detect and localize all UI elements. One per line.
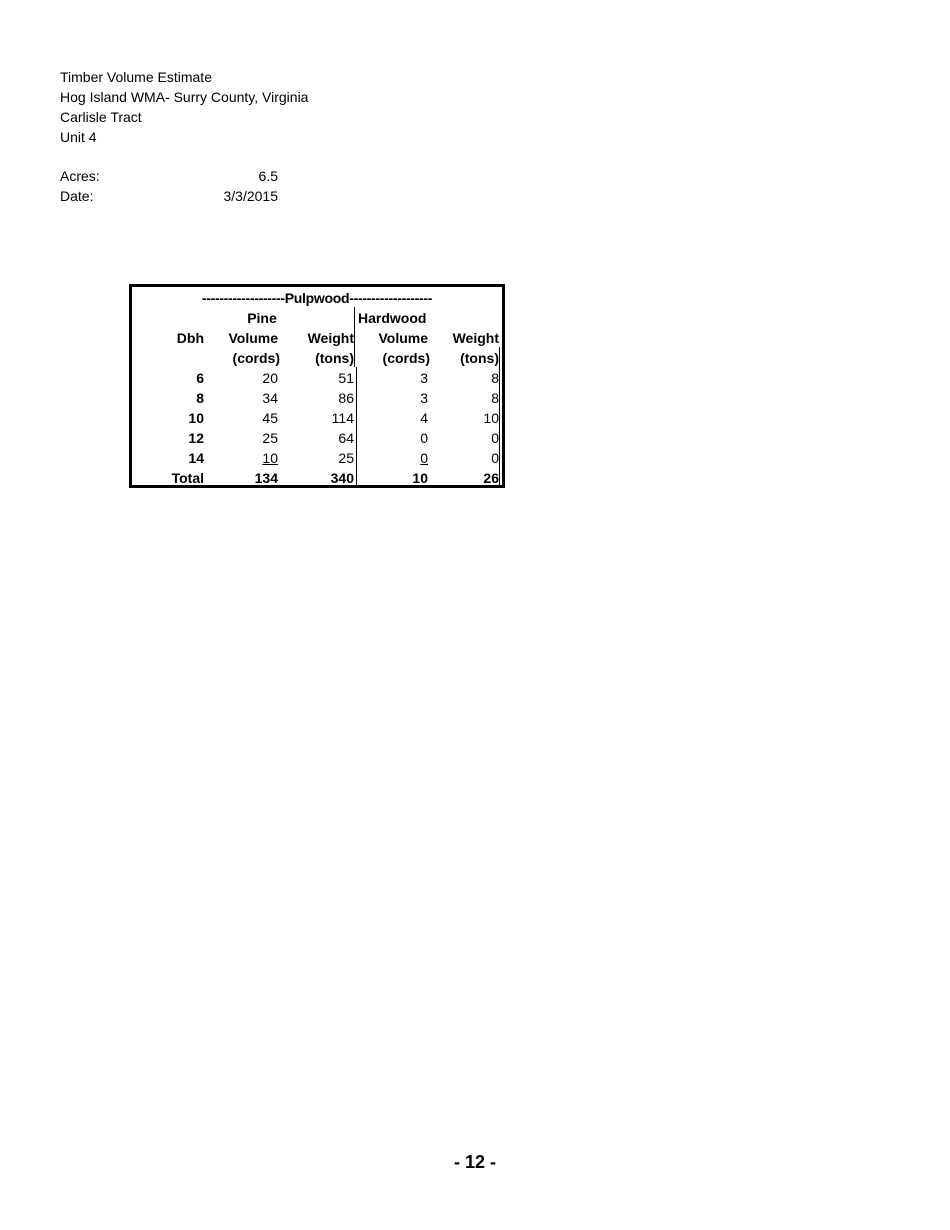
total-label: Total <box>171 470 204 486</box>
pine-weight-cell: 51 <box>338 370 354 386</box>
pine-volume-cell: 25 <box>262 430 278 446</box>
date-value: 3/3/2015 <box>223 188 278 204</box>
dbh-cell: 8 <box>196 390 204 406</box>
pulpwood-banner: -------------------Pulpwood------------------- <box>201 290 433 306</box>
dbh-cell: 6 <box>196 370 204 386</box>
pine-weight-cell: 64 <box>338 430 354 446</box>
pine-weight-header: Weight <box>307 330 354 346</box>
pine-weight-cell: 114 <box>331 410 354 426</box>
acres-label: Acres: <box>60 168 100 184</box>
pine-volume-cell: 10 <box>262 450 278 466</box>
document-header <box>60 67 308 147</box>
hardwood-volume-cell: 0 <box>420 430 428 446</box>
metadata-block <box>60 166 278 206</box>
unit-line: Unit 4 <box>60 129 97 145</box>
page-number: - 12 - <box>453 1152 496 1172</box>
hardwood-weight-cell: 0 <box>491 430 499 446</box>
total-hardwood-weight: 26 <box>483 470 499 486</box>
divider-right-inner <box>499 347 500 487</box>
hardwood-weight-cell: 0 <box>491 450 499 466</box>
acres-row <box>60 166 278 186</box>
hardwood-volume-cell: 4 <box>420 410 428 426</box>
tract-line: Carlisle Tract <box>60 109 142 125</box>
dbh-cell: 10 <box>188 410 204 426</box>
pine-weight-cell: 86 <box>338 390 354 406</box>
hardwood-weight-cell: 8 <box>491 370 499 386</box>
pine-volume-cell: 45 <box>262 410 278 426</box>
hardwood-volume-unit: (cords) <box>382 350 430 366</box>
date-row <box>60 186 278 206</box>
divider-header-pine-weight <box>354 307 355 367</box>
total-hardwood-volume: 10 <box>412 470 428 486</box>
location-line: Hog Island WMA- Surry County, Virginia <box>60 89 309 105</box>
pine-weight-cell: 25 <box>338 450 354 466</box>
hardwood-weight-header: Weight <box>452 330 499 346</box>
hardwood-weight-cell: 10 <box>483 410 499 426</box>
total-pine-volume: 134 <box>254 470 278 486</box>
dbh-cell: 12 <box>188 430 204 446</box>
pine-group-header: Pine <box>247 310 277 326</box>
hardwood-weight-unit: (tons) <box>460 350 499 366</box>
dbh-header: Dbh <box>176 330 204 346</box>
hardwood-volume-cell: 3 <box>420 390 428 406</box>
dbh-cell: 14 <box>188 450 204 466</box>
hardwood-weight-cell: 8 <box>491 390 499 406</box>
pine-volume-header: Volume <box>228 330 278 346</box>
pine-volume-cell: 20 <box>262 370 278 386</box>
pine-weight-unit: (tons) <box>315 350 354 366</box>
date-label: Date: <box>60 188 94 204</box>
pulpwood-table <box>129 284 505 488</box>
hardwood-volume-cell: 0 <box>420 450 428 466</box>
total-pine-weight: 340 <box>330 470 354 486</box>
pine-volume-cell: 34 <box>262 390 278 406</box>
hardwood-group-header: Hardwood <box>358 310 427 326</box>
report-title: Timber Volume Estimate <box>60 69 212 85</box>
pine-volume-unit: (cords) <box>232 350 280 366</box>
hardwood-volume-header: Volume <box>378 330 428 346</box>
hardwood-volume-cell: 3 <box>420 370 428 386</box>
acres-value: 6.5 <box>258 168 278 184</box>
